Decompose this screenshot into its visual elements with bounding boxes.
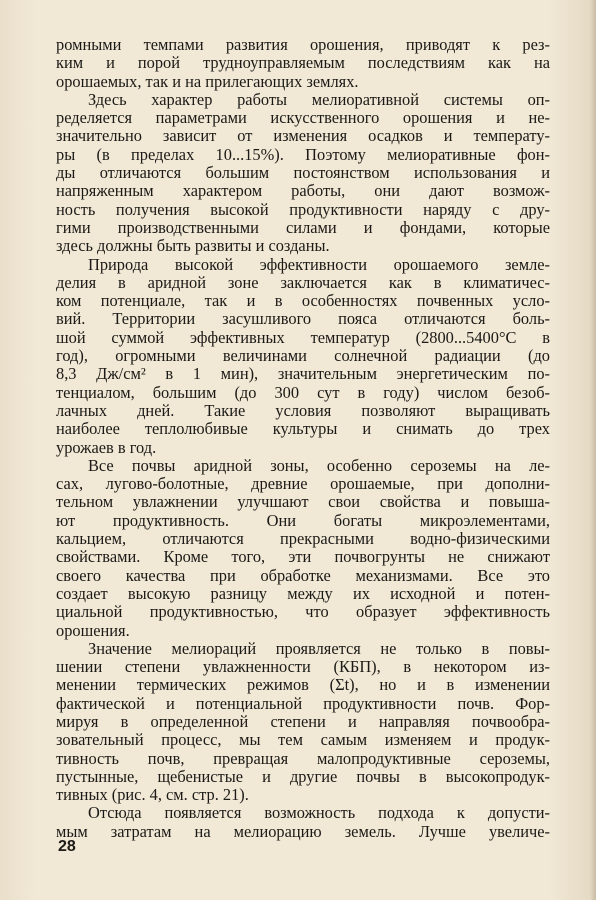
- text-line: шении степени увлажненности (КБП), в некотором из-: [56, 657, 550, 677]
- text-line: здесь должны быть развиты и созданы.: [56, 236, 330, 256]
- text-line: лачных дней. Такие условия позволяют выращивать: [56, 400, 550, 420]
- text-line: гими производственными силами и фондами, которые: [56, 217, 550, 237]
- text-line: год), огромными величинами солнечной радиации (до: [56, 346, 550, 366]
- text-line: урожаев в год.: [56, 437, 157, 457]
- text-line: Природа высокой эффективности орошаемого земле-: [88, 254, 550, 274]
- text-line: кальцием, отличаются прекрасными водно-физическими: [56, 529, 550, 549]
- text-line: мым затратам на мелиорацию земель. Лучше увеличе-: [56, 821, 550, 841]
- text-line: мируя в определенной степени и направляя почвообра-: [56, 711, 550, 731]
- text-line: своего качества при обработке механизмами. Все это: [56, 565, 550, 585]
- body-text: [56, 36, 550, 841]
- text-line: ды отличаются большим постоянством использования и: [56, 163, 550, 183]
- text-line: ределяется параметрами искусственного орошения и не-: [56, 108, 550, 128]
- text-line: 8,3 Дж/см² в 1 мин), значительным энергетическим по-: [56, 364, 550, 384]
- text-line: свойствами. Кроме того, эти почвогрунты не снижают: [56, 547, 550, 567]
- text-line: зовательный процесс, мы тем самым изменяем и продук-: [56, 730, 550, 750]
- text-line: тельном увлажнении улучшают свои свойства и повыша-: [56, 492, 550, 512]
- text-line: тивность почв, превращая малопродуктивные сероземы,: [56, 748, 550, 768]
- text-line: Отсюда появляется возможность подхода к допусти-: [88, 803, 550, 823]
- text-line: орошения.: [56, 620, 130, 640]
- text-line: Значение мелиораций проявляется не только в повы-: [88, 638, 550, 658]
- text-line: наиболее теплолюбивые культуры и снимать до трех: [56, 419, 550, 439]
- text-line: циальной продуктивностью, что образует эффективность: [56, 602, 550, 622]
- page-edge-shadow: [590, 0, 596, 900]
- text-line: менении термических режимов (Σt), но и в изменении: [56, 675, 550, 695]
- text-line: ры (в пределах 10...15%). Поэтому мелиоративные фон-: [56, 144, 550, 164]
- page-number: 28: [58, 838, 76, 855]
- text-line: сах, лугово-болотные, древние орошаемые, при дополни-: [56, 474, 550, 494]
- text-line: ким и порой трудноуправляемым последствиям как на: [56, 53, 550, 73]
- text-line: ют продуктивность. Они богаты микроэлементами,: [56, 510, 550, 530]
- text-line: орошаемых, так и на прилегающих землях.: [56, 71, 359, 91]
- text-line: ком потенциале, так и в особенностях почвенных усло-: [56, 291, 550, 311]
- text-line: шой суммой эффективных температур (2800...5400°С в: [56, 327, 550, 347]
- text-line: вий. Территории засушливого пояса отличаются боль-: [56, 309, 550, 329]
- text-line: тивных (рис. 4, см. стр. 21).: [56, 785, 249, 805]
- text-line: делия в аридной зоне заключается как в климатичес-: [56, 272, 550, 292]
- text-line: фактической и потенциальной продуктивности почв. Фор-: [56, 693, 550, 713]
- text-line: Все почвы аридной зоны, особенно сероземы на ле-: [88, 455, 550, 475]
- text-line: ность получения высокой продуктивности наряду с дру-: [56, 199, 550, 219]
- text-line: значительно зависит от изменения осадков и температу-: [56, 126, 550, 146]
- text-line: ромными темпами развития орошения, приводят к рез-: [56, 35, 550, 54]
- text-line: напряженным характером работы, они дают возмож-: [56, 181, 550, 201]
- text-line: тенциалом, большим (до 300 сут в году) числом безоб-: [56, 382, 550, 402]
- text-line: Здесь характер работы мелиоративной системы оп-: [88, 89, 550, 109]
- text-line: создает высокую разницу между их исходной и потен-: [56, 583, 550, 603]
- text-line: пустынные, щебенистые и другие почвы в высокопродук-: [56, 766, 550, 786]
